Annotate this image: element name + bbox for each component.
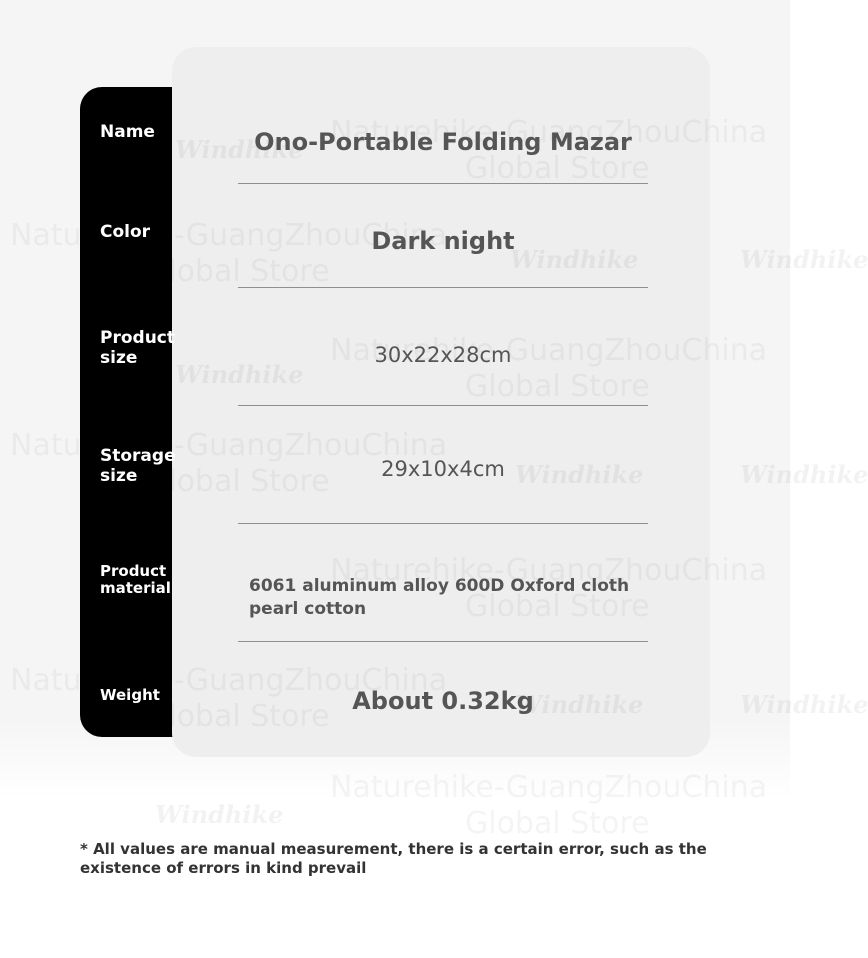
label-name-text: Name [100,122,155,142]
watermark-logo-8: Windhike [740,690,868,719]
label-name [100,123,155,143]
value-name: Ono-Portable Folding Mazar [254,128,632,156]
watermark-logo-3: Windhike [740,245,868,274]
divider-5 [238,641,648,642]
watermark-logo-6: Windhike [740,460,868,489]
watermark-store-7 [330,770,767,842]
label-storage-size-line1: Storage [100,446,176,466]
label-product-size-line1: Product [100,328,175,348]
label-storage-size [100,447,176,486]
divider-1 [238,183,648,184]
label-color-text: Color [100,222,151,242]
divider-3 [238,405,648,406]
label-product-material-line1: Product [100,562,167,580]
value-product-material-line2: pearl cotton [249,599,367,619]
label-weight [100,687,160,704]
label-color [100,223,150,243]
label-weight-text: Weight [100,686,160,704]
label-product-material-line2: material [100,579,171,598]
watermark-logo-9: Windhike [155,800,284,829]
label-product-material [100,563,171,598]
value-product-material-line1: 6061 aluminum alloy 600D Oxford cloth [249,576,630,596]
divider-4 [238,523,648,524]
value-color: Dark night [371,227,515,255]
divider-2 [238,287,648,288]
label-product-size [100,329,175,368]
label-product-size-line2: size [100,347,138,368]
label-storage-size-line2: size [100,465,138,486]
value-product-material [249,575,629,621]
value-storage-size: 29x10x4cm [381,457,505,481]
value-weight: About 0.32kg [352,687,534,715]
measurement-footnote: * All values are manual measurement, there is a certain error, such as the existence of errors in kind prevail [80,840,707,877]
value-product-size: 30x22x28cm [374,343,512,367]
